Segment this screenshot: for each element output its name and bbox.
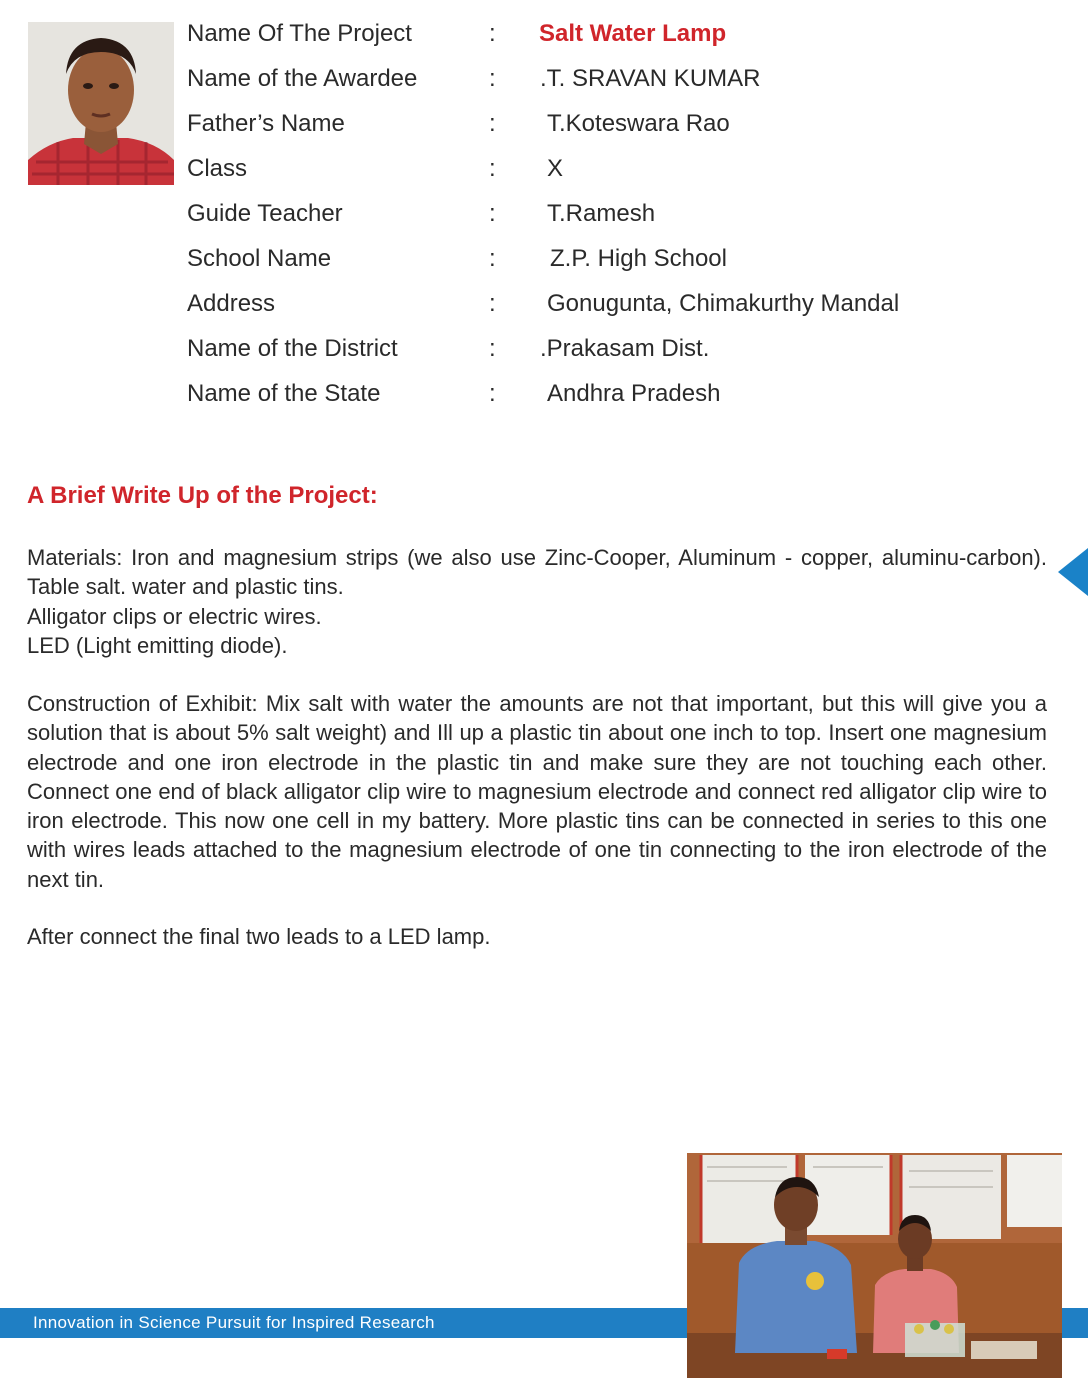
info-label: Father’s Name [187,110,345,137]
info-separator: : [489,245,496,272]
info-separator: : [489,380,496,407]
info-row-class [187,149,1047,194]
info-label: School Name [187,245,332,272]
info-separator: : [489,335,496,362]
info-row-father [187,104,1047,149]
info-separator: : [489,20,496,47]
info-row-district [187,329,1047,374]
state-value: Andhra Pradesh [547,380,721,407]
class-value: X [547,155,564,182]
address-value: Gonugunta, Chimakurthy Mandal [547,290,900,317]
footer-tagline: Innovation in Science Pursuit for Inspired Research [33,1313,435,1332]
info-label: Class [187,155,248,182]
materials-paragraph: Materials: Iron and magnesium strips (we also use Zinc-Cooper, Aluminum - copper, aluminu-carbon). Table salt. water and plastic tins. [27,545,1047,600]
awardee-photo-image [28,22,174,185]
school-name: Z.P. High School [550,245,727,272]
awardee-name: .T. SRAVAN KUMAR [540,65,761,92]
info-label: Address [187,290,276,317]
guide-teacher: T.Ramesh [547,200,656,227]
after-paragraph: After connect the final two leads to a LED lamp. [27,924,491,949]
page-edge-arrow-icon [1058,548,1088,596]
district-value: .Prakasam Dist. [540,335,710,362]
info-separator: : [489,200,496,227]
info-row-school [187,239,1047,284]
info-row-guide [187,194,1047,239]
materials-paragraph: Alligator clips or electric wires. [27,603,322,629]
writeup-heading: A Brief Write Up of the Project: [27,482,378,509]
info-separator: : [489,290,496,317]
info-label: Name of the District [187,335,398,362]
info-row-address [187,284,1047,329]
info-separator: : [489,65,496,92]
info-label: Name Of The Project [187,20,412,47]
exhibit-photo-image [687,1153,1062,1378]
exhibit-photo [687,1153,1062,1378]
awardee-photo [28,22,174,185]
materials-block [27,543,1047,660]
awardee-info-table [187,14,1047,419]
info-separator: : [489,110,496,137]
father-name: T.Koteswara Rao [547,110,730,137]
info-label: Name of the Awardee [187,65,418,92]
info-label: Guide Teacher [187,200,343,227]
info-separator: : [489,155,496,182]
info-row-state [187,374,1047,419]
info-label: Name of the State [187,380,381,407]
project-name: Salt Water Lamp [539,20,727,47]
info-row-awardee [187,59,1047,104]
materials-paragraph: LED (Light emitting diode). [27,632,288,658]
info-row-project [187,14,1047,59]
construction-paragraph: Construction of Exhibit: Mix salt with water the amounts are not that important, but this will give you a solution that is about 5% salt weight) and Ill up a plastic tin about one inch to top. Insert one magnesium electrode and one iron electrode in the plastic tin and make sure they are not touching each other. Connect one end of black alligator clip wire to magnesium electrode and connect red alligator clip wire to iron electrode. This now one cell in my battery. More plastic tins can be connected in series to this one with wires leads attached to the magnesium electrode of one tin connecting to the iron electrode of the next tin. [27,691,1047,892]
